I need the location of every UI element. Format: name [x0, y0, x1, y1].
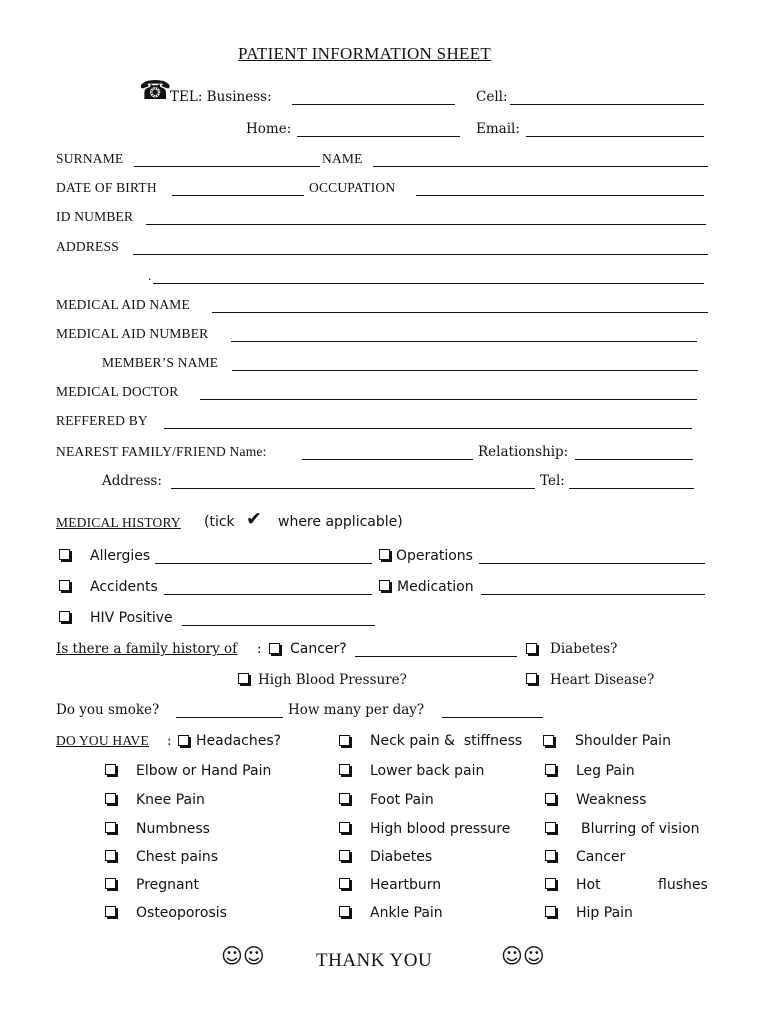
smoke-field[interactable] — [176, 717, 283, 718]
symptom-label-high-blood-pressure: High blood pressure — [370, 821, 511, 837]
symptom-checkbox-weakness[interactable] — [545, 793, 556, 804]
hiv-positive-field[interactable] — [182, 625, 375, 626]
medication-checkbox[interactable] — [379, 580, 390, 591]
relationship-label: Relationship: — [478, 444, 569, 460]
family-cancer-field[interactable] — [355, 656, 517, 657]
symptom-label-elbow-hand-pain: Elbow or Hand Pain — [136, 763, 272, 779]
medical-aid-number-label: MEDICAL AID NUMBER — [56, 326, 209, 341]
medical-aid-number-field[interactable] — [231, 341, 697, 342]
symptom-checkbox-hip-pain[interactable] — [545, 906, 556, 917]
hiv-positive-checkbox[interactable] — [59, 611, 70, 622]
hiv-positive-label: HIV Positive — [90, 610, 173, 626]
smoke-question: Do you smoke? — [56, 702, 160, 718]
family-history-question: Is there a family history of — [56, 641, 238, 657]
family-heart-checkbox[interactable] — [526, 673, 537, 684]
symptom-label-osteoporosis: Osteoporosis — [136, 905, 227, 921]
members-name-label: MEMBER’S NAME — [102, 355, 219, 370]
address-continuation-dot: . — [148, 268, 152, 283]
name-label: NAME — [322, 151, 363, 166]
operations-label: Operations — [396, 548, 473, 564]
symptom-label-shoulder-pain: Shoulder Pain — [575, 733, 671, 749]
accidents-field[interactable] — [164, 594, 372, 595]
symptom-checkbox-heartburn[interactable] — [339, 878, 350, 889]
symptom-checkbox-numbness[interactable] — [105, 822, 116, 833]
family-address-field[interactable] — [171, 488, 535, 489]
surname-label: SURNAME — [56, 151, 124, 166]
medical-aid-name-field[interactable] — [212, 312, 708, 313]
symptom-label-hot: Hot — [576, 877, 601, 893]
dob-field[interactable] — [172, 195, 304, 196]
relationship-field[interactable] — [575, 459, 693, 460]
do-you-have-colon: : — [167, 733, 172, 749]
symptom-checkbox-lower-back-pain[interactable] — [339, 764, 350, 775]
medical-history-heading: MEDICAL HISTORY — [56, 515, 181, 530]
surname-field[interactable] — [134, 166, 320, 167]
family-history-colon: : — [257, 641, 262, 657]
id-number-label: ID NUMBER — [56, 209, 134, 224]
symptom-checkbox-neck-pain[interactable] — [339, 735, 350, 746]
home-label: Home: — [246, 121, 292, 137]
family-address-label: Address: — [102, 473, 162, 489]
family-diabetes-checkbox[interactable] — [526, 643, 537, 654]
home-phone-field[interactable] — [297, 136, 460, 137]
symptom-label-heartburn: Heartburn — [370, 877, 442, 893]
smiley-icon-right: ☺☺ — [501, 944, 545, 968]
medical-doctor-field[interactable] — [200, 399, 697, 400]
symptom-checkbox-ankle-pain[interactable] — [339, 906, 350, 917]
email-label: Email: — [476, 121, 520, 137]
symptom-checkbox-leg-pain[interactable] — [545, 764, 556, 775]
symptom-label-lower-back-pain: Lower back pain — [370, 763, 485, 779]
symptom-label-knee-pain: Knee Pain — [136, 792, 205, 808]
family-diabetes-label: Diabetes? — [550, 641, 618, 657]
medication-field[interactable] — [481, 594, 705, 595]
family-heart-label: Heart Disease? — [550, 672, 655, 688]
symptom-checkbox-cancer[interactable] — [545, 850, 556, 861]
medical-aid-name-label: MEDICAL AID NAME — [56, 297, 190, 312]
nearest-family-label: NEAREST FAMILY/FRIEND Name: — [56, 444, 267, 459]
nearest-family-name-field[interactable] — [302, 459, 473, 460]
id-number-field[interactable] — [146, 224, 706, 225]
symptom-checkbox-osteoporosis[interactable] — [105, 906, 116, 917]
business-phone-field[interactable] — [292, 104, 455, 105]
symptom-label-leg-pain: Leg Pain — [576, 763, 635, 779]
address-field[interactable] — [133, 254, 708, 255]
symptom-checkbox-chest-pains[interactable] — [105, 850, 116, 861]
symptom-label-headaches: Headaches? — [196, 733, 282, 749]
symptom-label-blurring-of-vision: Blurring of vision — [581, 821, 700, 837]
symptom-label-neck-pain: Neck pain & stiffness — [370, 733, 523, 749]
per-day-field[interactable] — [442, 717, 543, 718]
symptom-label-ankle-pain: Ankle Pain — [370, 905, 443, 921]
cell-label: Cell: — [476, 89, 508, 105]
medication-label: Medication — [397, 579, 474, 595]
symptom-checkbox-headaches[interactable] — [178, 735, 189, 746]
family-hbp-label: High Blood Pressure? — [258, 672, 407, 688]
referred-by-field[interactable] — [164, 428, 692, 429]
accidents-checkbox[interactable] — [59, 580, 70, 591]
family-tel-field[interactable] — [569, 488, 694, 489]
symptom-checkbox-diabetes[interactable] — [339, 850, 350, 861]
page-title: PATIENT INFORMATION SHEET — [238, 44, 492, 63]
accidents-label: Accidents — [90, 579, 158, 595]
symptom-checkbox-blurring-of-vision[interactable] — [545, 822, 556, 833]
occupation-label: OCCUPATION — [309, 180, 396, 195]
symptom-checkbox-hot-flushes[interactable] — [545, 878, 556, 889]
thank-you-text: THANK YOU — [316, 950, 433, 971]
family-cancer-checkbox[interactable] — [269, 643, 280, 654]
symptom-checkbox-foot-pain[interactable] — [339, 793, 350, 804]
address-label: ADDRESS — [56, 239, 119, 254]
medical-doctor-label: MEDICAL DOCTOR — [56, 384, 179, 399]
symptom-checkbox-pregnant[interactable] — [105, 878, 116, 889]
allergies-label: Allergies — [90, 548, 151, 564]
family-hbp-checkbox[interactable] — [238, 673, 249, 684]
operations-field[interactable] — [479, 563, 705, 564]
symptom-label-weakness: Weakness — [576, 792, 647, 808]
symptom-label-foot-pain: Foot Pain — [370, 792, 434, 808]
occupation-field[interactable] — [416, 195, 704, 196]
address-line-2-field[interactable] — [153, 283, 704, 284]
family-tel-label: Tel: — [540, 473, 565, 489]
symptom-label-flushes: flushes — [658, 877, 708, 893]
smiley-icon-left: ☺☺ — [221, 944, 265, 968]
symptom-checkbox-high-blood-pressure[interactable] — [339, 822, 350, 833]
symptom-checkbox-shoulder-pain[interactable] — [543, 735, 554, 746]
symptom-label-pregnant: Pregnant — [136, 877, 199, 893]
allergies-field[interactable] — [155, 563, 372, 564]
telephone-icon: ☎ — [139, 76, 172, 106]
symptom-label-hip-pain: Hip Pain — [576, 905, 633, 921]
per-day-question: How many per day? — [288, 702, 425, 718]
checkmark-icon: ✔ — [246, 508, 262, 530]
name-field[interactable] — [373, 166, 708, 167]
symptom-checkbox-knee-pain[interactable] — [105, 793, 116, 804]
tick-instruction-end: where applicable) — [278, 514, 403, 530]
allergies-checkbox[interactable] — [59, 549, 70, 560]
members-name-field[interactable] — [232, 370, 698, 371]
symptom-label-chest-pains: Chest pains — [136, 849, 219, 865]
referred-by-label: REFFERED BY — [56, 413, 148, 428]
symptom-label-diabetes: Diabetes — [370, 849, 433, 865]
operations-checkbox[interactable] — [379, 549, 390, 560]
cell-phone-field[interactable] — [510, 104, 704, 105]
tel-business-label: TEL: Business: — [170, 89, 272, 105]
symptom-label-cancer: Cancer — [576, 849, 626, 865]
symptom-checkbox-elbow-hand-pain[interactable] — [105, 764, 116, 775]
email-field[interactable] — [526, 136, 704, 137]
symptom-label-numbness: Numbness — [136, 821, 210, 837]
tick-instruction-start: (tick — [204, 514, 235, 530]
do-you-have-heading: DO YOU HAVE — [56, 733, 149, 748]
dob-label: DATE OF BIRTH — [56, 180, 157, 195]
family-cancer-label: Cancer? — [290, 641, 347, 657]
